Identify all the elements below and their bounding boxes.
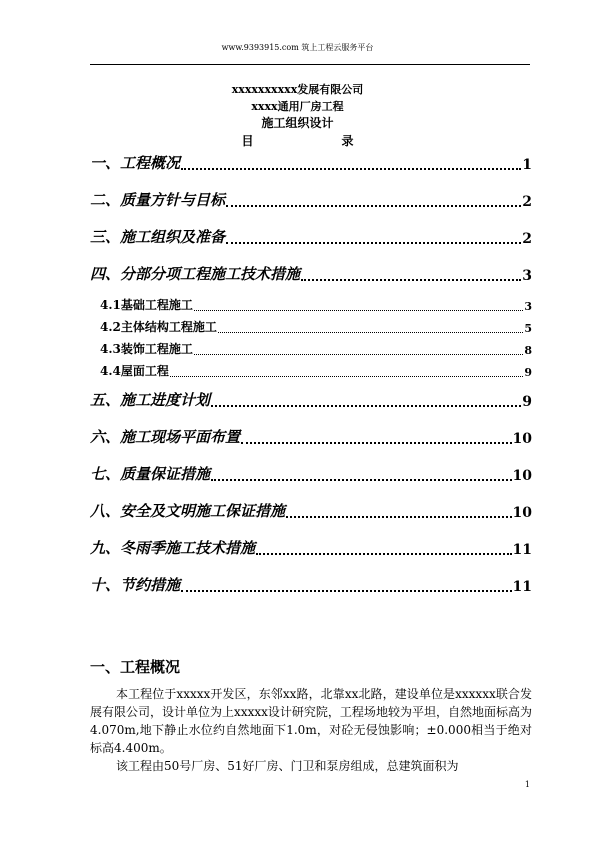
toc-entry-label: 六、施工现场平面布置 — [90, 428, 241, 446]
toc-entry[interactable] — [90, 189, 532, 210]
toc-leader-dots — [194, 300, 523, 311]
header-divider — [90, 64, 530, 65]
toc-entry[interactable] — [90, 152, 532, 173]
toc-entry-page: 2 — [522, 231, 532, 247]
toc-entry-page: 3 — [524, 300, 532, 313]
toc-entry-label: 二、质量方针与目标 — [90, 191, 226, 209]
toc-title-char-1: 目 — [241, 134, 254, 148]
toc-entry-page: 2 — [522, 194, 532, 210]
toc-entry-page: 10 — [512, 468, 532, 484]
toc-entry[interactable] — [90, 226, 532, 247]
toc-entry-page: 10 — [512, 505, 532, 521]
toc-entry-page: 9 — [522, 394, 532, 410]
toc-entry-page: 11 — [512, 542, 532, 558]
toc-entry-label: 4.2主体结构工程施工 — [100, 320, 217, 334]
title-block — [0, 81, 595, 150]
toc-subentry[interactable] — [100, 296, 532, 313]
toc-leader-dots — [211, 469, 512, 481]
toc-entry-page: 11 — [512, 579, 532, 595]
toc-entry-label: 三、施工组织及准备 — [90, 228, 226, 246]
toc-entry-label: 一、工程概况 — [90, 154, 181, 172]
document-title: 施工组织设计 — [261, 116, 334, 130]
toc-title-char-2: 录 — [341, 134, 354, 148]
section-heading: 一、工程概况 — [90, 658, 181, 676]
toc-entry-label: 九、冬雨季施工技术措施 — [90, 539, 256, 557]
page-header: www.9393915.com 筑上工程云服务平台 — [221, 43, 374, 52]
toc-leader-dots — [181, 580, 512, 592]
toc-leader-dots — [226, 195, 521, 207]
toc-entry-page: 3 — [522, 268, 532, 284]
toc-leader-dots — [226, 232, 521, 244]
toc-entry-page: 10 — [512, 431, 532, 447]
toc-title — [0, 132, 595, 150]
toc-entry-label: 4.1基础工程施工 — [100, 298, 193, 312]
toc-entry[interactable] — [90, 463, 532, 484]
toc-entry[interactable] — [90, 574, 532, 595]
toc-subentry[interactable] — [100, 318, 532, 335]
toc-leader-dots — [211, 395, 521, 407]
toc-subentry[interactable] — [100, 340, 532, 357]
toc-entry[interactable] — [90, 426, 532, 447]
toc-entry-label: 八、安全及文明施工保证措施 — [90, 502, 286, 520]
toc-entry-label: 四、分部分项工程施工技术措施 — [90, 265, 301, 283]
toc-entry-label: 4.4屋面工程 — [100, 364, 169, 378]
toc-entry-label: 4.3装饰工程施工 — [100, 342, 193, 356]
toc-entry-label: 七、质量保证措施 — [90, 465, 211, 483]
body-paragraph: 本工程位于xxxxx开发区，东邻xx路，北靠xx北路，建设单位是xxxxxx联合发展有限公司，设计单位为上xxxxx设计研究院，工程场地较为平坦，自然地面标高为4.070m,地下静止水位约自然地面下1.0m，对砼无侵蚀影响；±0.000相当于绝对标高4.400m。 — [90, 687, 532, 755]
toc-entry-page: 1 — [522, 157, 532, 173]
toc-leader-dots — [170, 366, 523, 377]
toc-leader-dots — [194, 344, 523, 355]
toc-leader-dots — [181, 158, 521, 170]
toc-leader-dots — [241, 432, 512, 444]
toc-entry[interactable] — [90, 537, 532, 558]
toc-leader-dots — [286, 506, 512, 518]
toc-entry-page: 9 — [524, 366, 532, 379]
toc-entry[interactable] — [90, 500, 532, 521]
toc-entry-label: 五、施工进度计划 — [90, 391, 211, 409]
toc-entry-label: 十、节约措施 — [90, 576, 181, 594]
toc-entry[interactable] — [90, 263, 532, 284]
company-name: xxxxxxxxxx发展有限公司 — [231, 83, 364, 96]
toc-leader-dots — [218, 322, 523, 333]
toc-entry-page: 5 — [524, 322, 532, 335]
toc-entry-page: 8 — [524, 344, 532, 357]
toc-leader-dots — [301, 269, 521, 281]
toc-subentry[interactable] — [100, 362, 532, 379]
toc-leader-dots — [256, 543, 512, 555]
toc-entry[interactable] — [90, 389, 532, 410]
project-name: xxxx通用厂房工程 — [251, 100, 344, 113]
section-body — [90, 685, 532, 775]
page-number: 1 — [524, 780, 530, 789]
body-paragraph: 该工程由50号厂房、51好厂房、门卫和泵房组成，总建筑面积为 — [116, 759, 459, 773]
